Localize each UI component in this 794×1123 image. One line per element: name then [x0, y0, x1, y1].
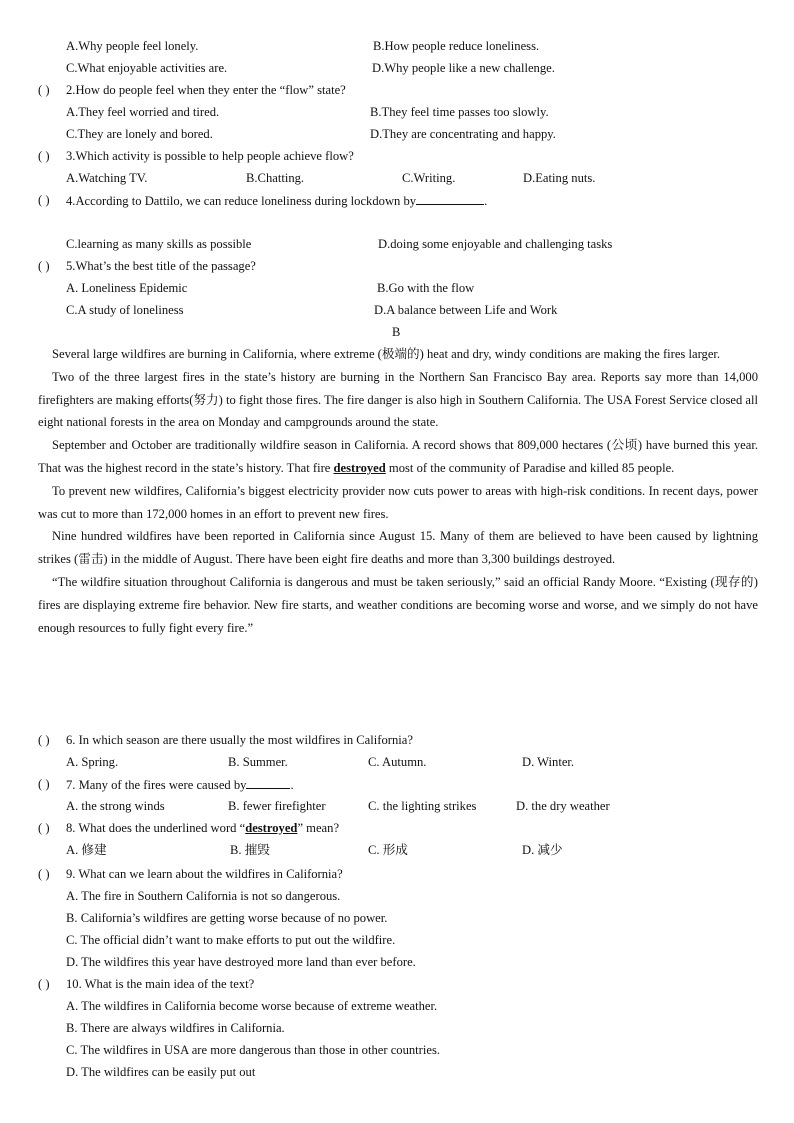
- question-stem: 4.According to Dattilo, we can reduce loneliness during lockdown by .: [66, 194, 488, 208]
- answer-blank[interactable]: ( ): [38, 867, 50, 881]
- q5-option-a: A. Loneliness Epidemic: [66, 281, 188, 295]
- question-stem: 7. Many of the fires were caused by .: [66, 778, 294, 792]
- answer-blank[interactable]: ( ): [38, 777, 50, 791]
- q7-option-a: A. the strong winds: [66, 799, 165, 813]
- q1-option-b: B.How people reduce loneliness.: [373, 39, 540, 53]
- q4-option-c: C.learning as many skills as possible: [66, 237, 252, 251]
- passage-paragraph-1: Several large wildfires are burning in California, where extreme (极端的) heat and dry, windy conditions are making the fires larger.: [52, 347, 721, 361]
- question-stem: 9. What can we learn about the wildfires in California?: [66, 867, 343, 881]
- question-stem: 3.Which activity is possible to help people achieve flow?: [66, 149, 354, 163]
- q5-option-c: C.A study of loneliness: [66, 303, 184, 317]
- answer-blank[interactable]: ( ): [38, 821, 50, 835]
- answer-blank[interactable]: ( ): [38, 193, 50, 207]
- q1-option-c: C.What enjoyable activities are.: [66, 61, 228, 75]
- passage-paragraph-2: Two of the three largest fires in the state’s history are burning in the Northern San Francisco Bay area. Reports say more than 14,000 firefighters are making efforts(努力) to fight those fires. The fire danger is also high in Southern California. The USA Forest Service closed all eight national forests in the area on Monday and campgrounds around the state.: [38, 369, 758, 430]
- question-stem: 2.How do people feel when they enter the “flow” state?: [66, 83, 346, 97]
- q8-option-d: D. 减少: [522, 843, 563, 857]
- q2-option-c: C.They are lonely and bored.: [66, 127, 213, 141]
- question-stem: 5.What’s the best title of the passage?: [66, 259, 256, 273]
- q5-option-d: D.A balance between Life and Work: [374, 303, 558, 317]
- q7-option-b: B. fewer firefighter: [228, 799, 326, 813]
- q1-option-a: A.Why people feel lonely.: [66, 39, 199, 53]
- q3-option-a: A.Watching TV.: [66, 171, 148, 185]
- q3-option-b: B.Chatting.: [246, 171, 305, 185]
- fill-in-blank[interactable]: [416, 192, 484, 205]
- passage-paragraph-6: “The wildfire situation throughout California is dangerous and must be taken seriously,” said an official Randy Moore. “Existing (现存的) fires are displaying extreme fire behavior. New fire starts, and weather conditions are becoming worse and worse, and we simply do not have enough resources to fully fight every fire.”: [38, 574, 758, 635]
- section-label: B: [392, 325, 401, 339]
- answer-blank[interactable]: ( ): [38, 259, 50, 273]
- passage-b: [38, 343, 758, 639]
- answer-blank[interactable]: ( ): [38, 977, 50, 991]
- q1-option-d: D.Why people like a new challenge.: [372, 61, 555, 75]
- q6-option-a: A. Spring.: [66, 755, 119, 769]
- q8-option-c: C. 形成: [368, 843, 408, 857]
- q7-option-d: D. the dry weather: [516, 799, 610, 813]
- answer-blank[interactable]: ( ): [38, 149, 50, 163]
- passage-paragraph-4: To prevent new wildfires, California’s biggest electricity provider now cuts power to areas with high-risk conditions. In recent days, power was cut to more than 172,000 homes in an effort to prevent new fires.: [38, 483, 758, 521]
- q6-option-d: D. Winter.: [522, 755, 575, 769]
- question-stem: 8. What does the underlined word “destroyed” mean?: [66, 821, 340, 835]
- q8-option-b: B. 摧毁: [230, 843, 270, 857]
- q8-option-a: A. 修建: [66, 843, 107, 857]
- passage-paragraph-5: Nine hundred wildfires have been reported in California since August 15. Many of them are believed to have been caused by lightning strikes (雷击) in the middle of August. There have been eight fire deaths and more than 3,300 buildings destroyed.: [38, 529, 758, 567]
- question-stem: 6. In which season are there usually the most wildfires in California?: [66, 733, 413, 747]
- q5-option-b: B.Go with the flow: [377, 281, 475, 295]
- q7-option-c: C. the lighting strikes: [368, 799, 477, 813]
- q6-option-c: C. Autumn.: [368, 755, 427, 769]
- fill-in-blank[interactable]: [246, 776, 290, 789]
- q3-option-d: D.Eating nuts.: [523, 171, 596, 185]
- q3-option-c: C.Writing.: [402, 171, 456, 185]
- q2-option-b: B.They feel time passes too slowly.: [370, 105, 549, 119]
- underlined-word: destroyed: [245, 821, 298, 835]
- q6-option-b: B. Summer.: [228, 755, 288, 769]
- answer-blank[interactable]: ( ): [38, 733, 50, 747]
- q2-option-a: A.They feel worried and tired.: [66, 105, 220, 119]
- question-stem: 10. What is the main idea of the text?: [66, 977, 255, 991]
- q2-option-d: D.They are concentrating and happy.: [370, 127, 556, 141]
- answer-blank[interactable]: ( ): [38, 83, 50, 97]
- passage-paragraph-3: September and October are traditionally wildfire season in California. A record shows that 809,000 hectares (公顷) have burned this year. That was the highest record in the state’s history. That fire destroyed most of the community of Paradise and killed 85 people.: [38, 438, 758, 475]
- q4-option-d: D.doing some enjoyable and challenging tasks: [378, 237, 613, 251]
- underlined-word: destroyed: [333, 460, 386, 475]
